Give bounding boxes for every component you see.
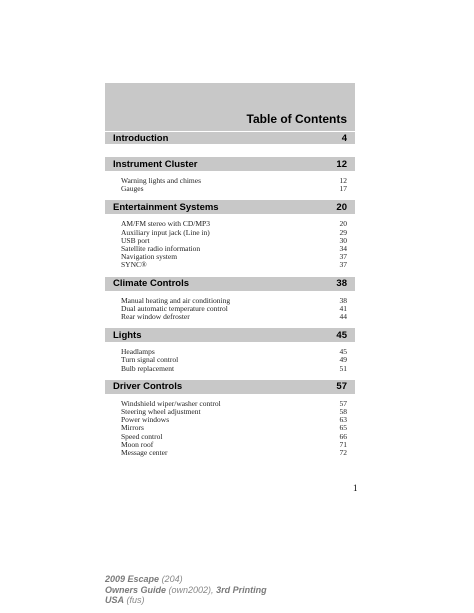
page-number: 1 [353, 483, 358, 493]
toc-entry[interactable] [121, 433, 347, 441]
toc-entry-label: Bulb replacement [121, 363, 175, 373]
footer-line-3: USA (fus) [105, 595, 145, 605]
document-footer [105, 574, 267, 606]
toc-entry-page: 20 [339, 219, 347, 229]
toc-entry-label: Satellite radio information [121, 244, 201, 254]
toc-entry-page: 34 [339, 244, 347, 254]
toc-section-page: 38 [336, 278, 347, 290]
toc-entry-page: 37 [339, 260, 347, 270]
toc-entry-label: AM/FM stereo with CD/MP3 [121, 219, 210, 229]
toc-entry-page: 29 [339, 227, 347, 237]
toc-section-header[interactable] [105, 131, 355, 144]
toc-section-header[interactable] [105, 379, 355, 394]
toc-entry[interactable] [121, 313, 347, 321]
toc-section-page: 57 [336, 381, 347, 393]
toc-header [105, 83, 355, 131]
toc-entry-label: Rear window defroster [121, 312, 190, 322]
toc-section-page: 12 [336, 158, 347, 170]
toc-section-header[interactable] [105, 327, 355, 342]
toc-entry[interactable] [121, 229, 347, 237]
toc-entry-page: 66 [339, 431, 347, 441]
toc-section-title: Instrument Cluster [113, 158, 198, 170]
toc-section-title: Climate Controls [113, 278, 190, 290]
toc-entry-page: 65 [339, 423, 347, 433]
toc-entry-list [105, 394, 355, 463]
toc-entry-label: Dual automatic temperature control [121, 303, 228, 313]
toc-entry[interactable] [121, 261, 347, 269]
toc-entry-page: 30 [339, 235, 347, 245]
toc-entry-label: Moon roof [121, 439, 154, 449]
toc-section-title: Entertainment Systems [113, 201, 219, 213]
toc-section-title: Driver Controls [113, 381, 183, 393]
toc-entry-label: Gauges [121, 184, 144, 194]
toc-entry-page: 57 [339, 398, 347, 408]
toc-section-header[interactable] [105, 156, 355, 171]
toc-entry-label: Steering wheel adjustment [121, 407, 201, 417]
toc-entry-label: Windshield wiper/washer control [121, 398, 221, 408]
page-title: Table of Contents [246, 112, 347, 126]
toc-entry-page: 38 [339, 295, 347, 305]
toc-entry[interactable] [121, 185, 347, 193]
toc-entry-label: Auxiliary input jack (Line in) [121, 227, 210, 237]
toc-entry[interactable] [121, 365, 347, 373]
toc-entry-page: 72 [339, 448, 347, 458]
toc-entry-page: 44 [339, 312, 347, 322]
section-spacer [105, 144, 355, 156]
toc-entry-page: 12 [339, 176, 347, 185]
toc-entry-label: Speed control [121, 431, 163, 441]
toc-body [105, 131, 355, 463]
toc-entry-page: 58 [339, 407, 347, 417]
footer-line-2: Owners Guide (own2002), 3rd Printing [105, 584, 267, 595]
toc-entry-page: 51 [339, 363, 347, 373]
toc-entry-label: Warning lights and chimes [121, 176, 202, 185]
toc-entry-label: Manual heating and air conditioning [121, 295, 231, 305]
toc-entry-label: Turn signal control [121, 355, 179, 365]
toc-entry-page: 71 [339, 439, 347, 449]
toc-section-title: Lights [113, 329, 142, 341]
toc-entry-list [105, 214, 355, 275]
footer-line-1: 2009 Escape (204) [105, 574, 183, 584]
toc-entry-label: USB port [121, 235, 150, 245]
toc-entry-label: Power windows [121, 415, 170, 425]
toc-entry-label: Mirrors [121, 423, 144, 433]
toc-entry-label: Navigation system [121, 252, 178, 262]
toc-entry-list [105, 342, 355, 379]
toc-section-title: Introduction [113, 132, 169, 144]
toc-entry[interactable] [121, 177, 347, 185]
toc-entry-label: Message center [121, 448, 168, 458]
toc-entry-page: 17 [339, 184, 347, 194]
toc-entry[interactable] [121, 253, 347, 261]
toc-section-page: 45 [336, 329, 347, 341]
toc-section-header[interactable] [105, 199, 355, 214]
toc-section-page: 20 [336, 201, 347, 213]
toc-entry[interactable] [121, 416, 347, 424]
toc-entry-page: 63 [339, 415, 347, 425]
toc-entry-list [105, 171, 355, 199]
toc-entry-page: 49 [339, 355, 347, 365]
toc-entry-list [105, 291, 355, 328]
toc-section-page: 4 [341, 132, 347, 144]
toc-entry-page: 45 [339, 347, 347, 357]
toc-section-header[interactable] [105, 276, 355, 291]
toc-entry-page: 37 [339, 252, 347, 262]
toc-entry-page: 41 [339, 303, 347, 313]
toc-entry[interactable] [121, 449, 347, 457]
toc-entry-label: Headlamps [121, 347, 155, 357]
toc-entry-label: SYNC® [121, 260, 147, 270]
